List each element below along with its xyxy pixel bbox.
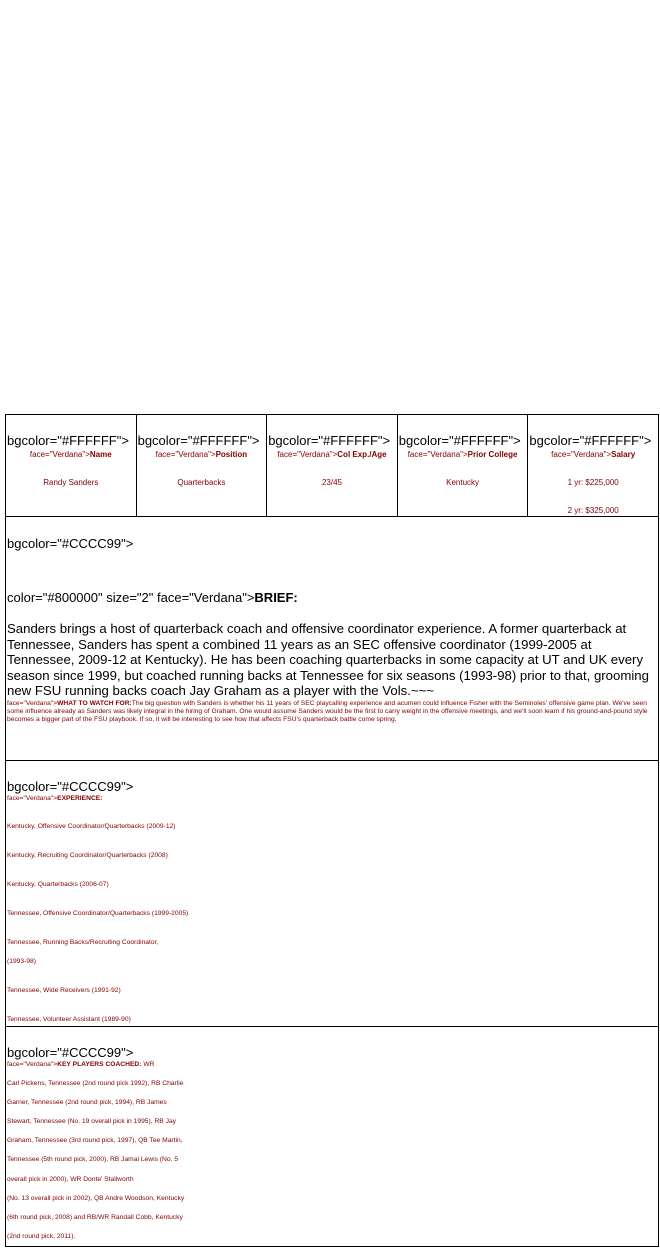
raw-attr-text: bgcolor="#CCCC99"> — [7, 1045, 134, 1060]
experience-item: Kentucky, Quarterbacks (2006-07) — [7, 881, 109, 888]
experience-item: Kentucky, Offensive Coordinator/Quarterbacks (2009-12) — [7, 823, 176, 830]
experience-item: Tennessee, Wide Receivers (1991-92) — [7, 987, 121, 994]
exp-age-value: 23/45 — [321, 478, 342, 487]
col-header: face="Verdana">Position — [155, 450, 248, 459]
stats-col-salary — [528, 415, 658, 516]
key-player-line: Carl Pickens, Tennessee (2nd round pick 1992), RB Charlie — [7, 1080, 184, 1087]
raw-attr-text: bgcolor="#FFFFFF"> — [7, 433, 129, 448]
stats-col-exp-age — [267, 415, 398, 516]
raw-attr-text: bgcolor="#FFFFFF"> — [268, 433, 391, 448]
experience-item: Tennessee, Offensive Coordinator/Quarterbacks (1999-2005) — [7, 910, 189, 917]
salary-value-1: 1 yr: $225,000 — [567, 478, 619, 487]
position-value: Quarterbacks — [177, 478, 226, 487]
brief-heading: color="#800000" size="2" face="Verdana">BRIEF: — [7, 590, 298, 605]
key-player-line: Garner, Tennessee (2nd round pick, 1994), RB James — [7, 1099, 167, 1106]
name-value: Randy Sanders — [43, 478, 99, 487]
college-value: Kentucky — [446, 478, 480, 487]
stats-table — [5, 414, 659, 517]
key-player-line: overall pick in 2000), WR Donte' Stallworth — [7, 1176, 134, 1183]
key-players-heading: face="Verdana">KEY PLAYERS COACHED: WR — [7, 1061, 155, 1068]
raw-attr-text: bgcolor="#FFFFFF"> — [398, 433, 521, 448]
key-player-line: Graham, Tennessee (3rd round pick, 1997), QB Tee Martin, — [7, 1137, 183, 1144]
raw-attr-text: bgcolor="#FFFFFF"> — [137, 433, 260, 448]
salary-value-2: 2 yr: $325,000 — [567, 506, 619, 515]
key-player-line: (2nd round pick, 2011). — [7, 1233, 76, 1240]
col-header: face="Verdana">Salary — [551, 450, 636, 459]
experience-item: (1993-98) — [7, 958, 36, 965]
brief-body: Sanders brings a host of quarterback coach and offensive coordinator experience. A former quarterback at Tennessee, Sanders has spent a combined 11 years as an SEC offensive coordinator (1999-2005 at Tennessee, 2009-12 at Kentucky). He has been coaching quarterbacks in some capacity at UT and UK every season since 1999, but coached running backs at Tennessee for six seasons (1993-98) prior to that, grooming new FSU running backs coach Jay Graham as a player with the Vols.~~~ — [7, 621, 649, 698]
raw-attr-text: bgcolor="#CCCC99"> — [7, 536, 134, 551]
key-player-line: (No. 13 overall pick in 2002), QB Andre Woodson, Kentucky — [7, 1195, 185, 1202]
experience-heading: face="Verdana">EXPERIENCE: — [7, 795, 103, 802]
raw-attr-text: bgcolor="#FFFFFF"> — [529, 433, 652, 448]
experience-section — [5, 761, 659, 1027]
key-players-section — [5, 1027, 659, 1247]
watch-for-text: face="Verdana">WHAT TO WATCH FOR:The big question with Sanders is whether his 11 years of SEC playcalling experience and acumen could influence Fisher with the Seminoles' offensive game plan. We've seen some influence already as Sanders was likely integral in the hiring of Graham. One would assume Sanders would be the first to carry weight in the offensive meetings, and we'll soon learn if his ground-and-pound style becomes a bigger part of the FSU playbook. If so, it will be interesting to see how that affects FSU's quarterback battle come spring. — [7, 699, 648, 723]
experience-item: Tennessee, Running Backs/Recruiting Coordinator, — [7, 939, 159, 946]
col-header: face="Verdana">Name — [29, 450, 112, 459]
stats-col-position — [137, 415, 268, 516]
col-header: face="Verdana">Col Exp./Age — [277, 450, 387, 459]
brief-section — [5, 517, 659, 761]
experience-item: Kentucky, Recruiting Coordinator/Quarterbacks (2008) — [7, 852, 168, 859]
raw-attr-text: bgcolor="#CCCC99"> — [7, 779, 134, 794]
key-player-line: Stewart, Tennessee (No. 19 overall pick in 1995), RB Jay — [7, 1118, 177, 1125]
col-header: face="Verdana">Prior College — [407, 450, 518, 459]
stats-col-college — [398, 415, 529, 516]
key-player-line: Tennessee (5th round pick, 2000), RB Jamal Lewis (No. 5 — [7, 1156, 178, 1163]
key-player-line: (6th round pick, 2008) and RB/WR Randall Cobb, Kentucky — [7, 1214, 183, 1221]
stats-col-name — [6, 415, 137, 516]
experience-item: Tennessee, Volunteer Assistant (1989-90) — [7, 1016, 131, 1023]
